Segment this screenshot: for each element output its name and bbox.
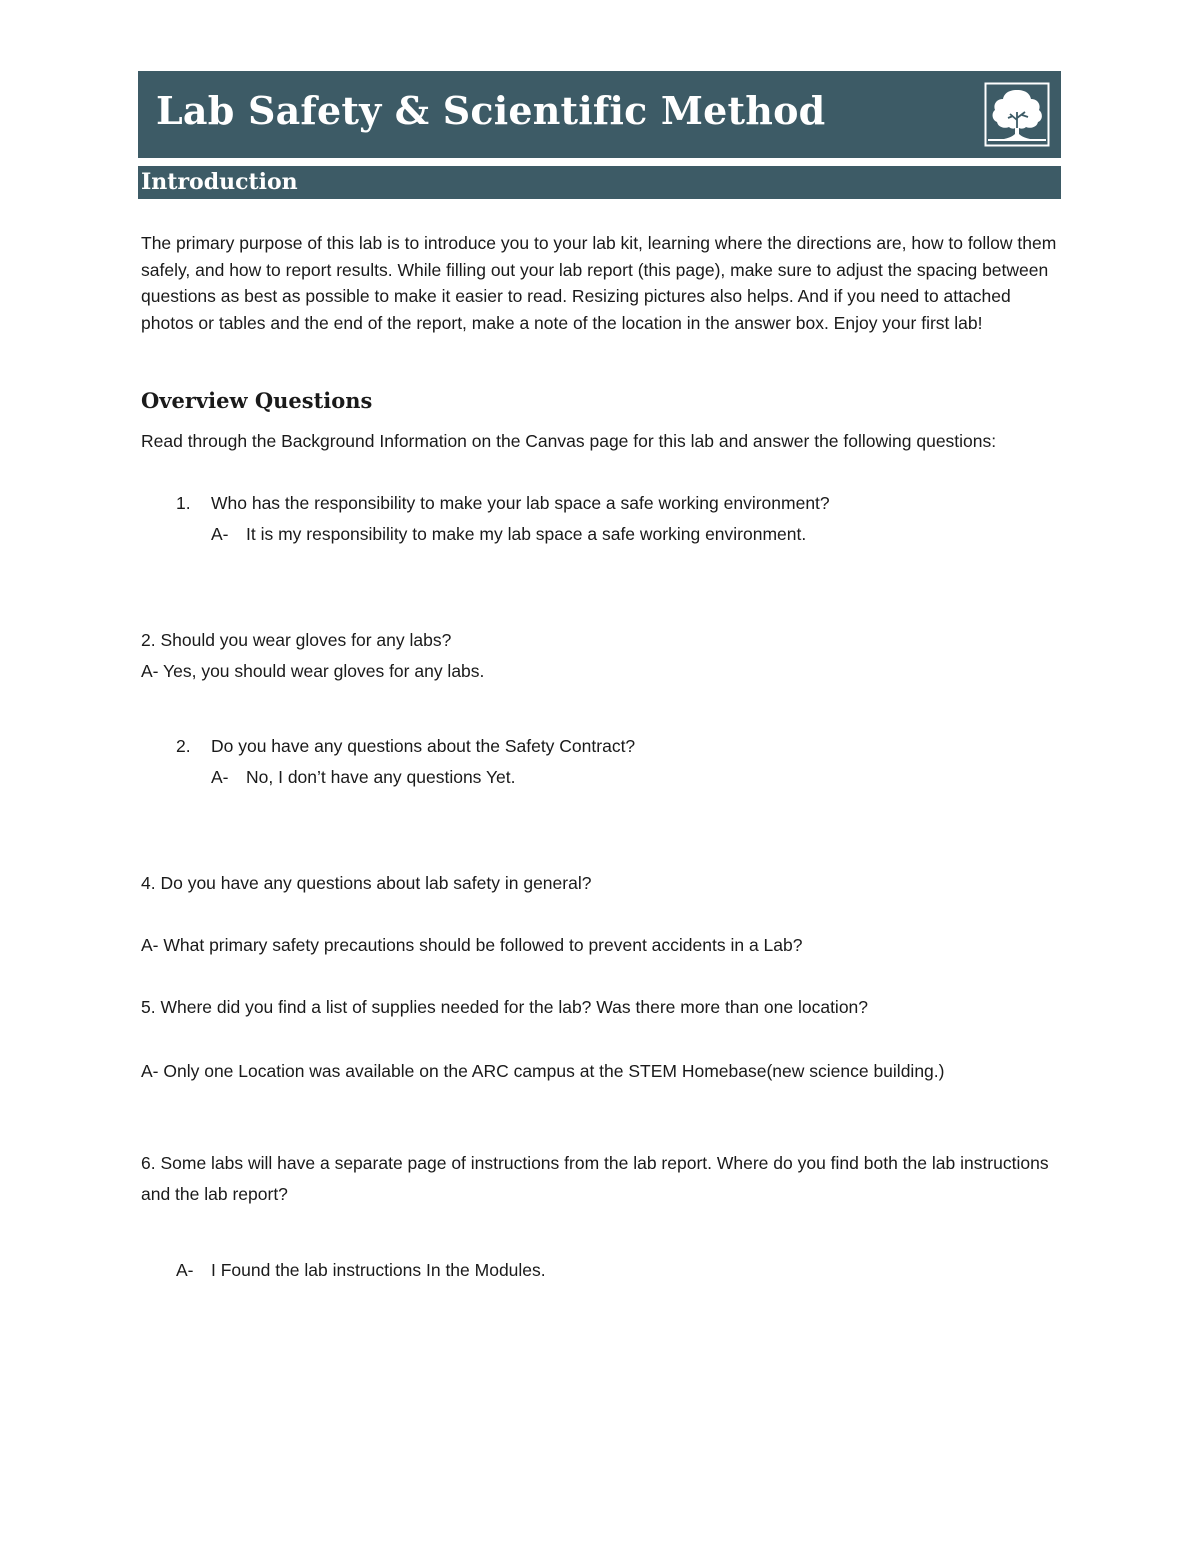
page-title: Lab Safety & Scientific Method (156, 88, 826, 133)
question-text: 6. Some labs will have a separate page of instructions from the lab report. Where do you find both the lab instructions and the lab report? (141, 1153, 1049, 1204)
answer-marker: A- (211, 767, 229, 787)
answer-text: A- Only one Location was available on the ARC campus at the STEM Homebase(new science building.) (141, 1061, 945, 1081)
question-text: 2. Should you wear gloves for any labs? (141, 630, 452, 650)
overview-instructions: Read through the Background Information on the Canvas page for this lab and answer the following questions: (141, 431, 997, 451)
answer-text: No, I don’t have any questions Yet. (246, 767, 516, 787)
question-text: Who has the responsibility to make your lab space a safe working environment? (211, 493, 830, 513)
introduction-section-bar (138, 166, 1061, 199)
question-number: 2. (176, 736, 191, 756)
section-title: Introduction (141, 169, 298, 195)
answer-text: I Found the lab instructions In the Modules. (211, 1260, 546, 1280)
answer-marker: A- (176, 1260, 194, 1280)
oak-tree-icon (984, 82, 1050, 147)
answer-marker: A- (211, 524, 229, 544)
question-text: Do you have any questions about the Safety Contract? (211, 736, 636, 756)
answer-text: It is my responsibility to make my lab space a safe working environment. (246, 524, 807, 544)
answer-text: A- What primary safety precautions should be followed to prevent accidents in a Lab? (141, 935, 803, 955)
question-text: 4. Do you have any questions about lab safety in general? (141, 873, 592, 893)
question-number: 1. (176, 493, 191, 513)
overview-heading: Overview Questions (141, 388, 373, 413)
intro-paragraph: The primary purpose of this lab is to introduce you to your lab kit, learning where the directions are, how to follow them safely, and how to report results. While filling out your lab report (this page), make sure to adjust the spacing between questions as best as possible to make it easier to read. Resizing pictures also helps. And if you need to attached photos or tables and the end of the report, make a note of the location in the answer box. Enjoy your first lab! (141, 233, 1057, 334)
title-banner (138, 71, 1061, 158)
question-text: 5. Where did you find a list of supplies needed for the lab? Was there more than one location? (141, 997, 869, 1017)
answer-text: A- Yes, you should wear gloves for any labs. (141, 661, 485, 681)
